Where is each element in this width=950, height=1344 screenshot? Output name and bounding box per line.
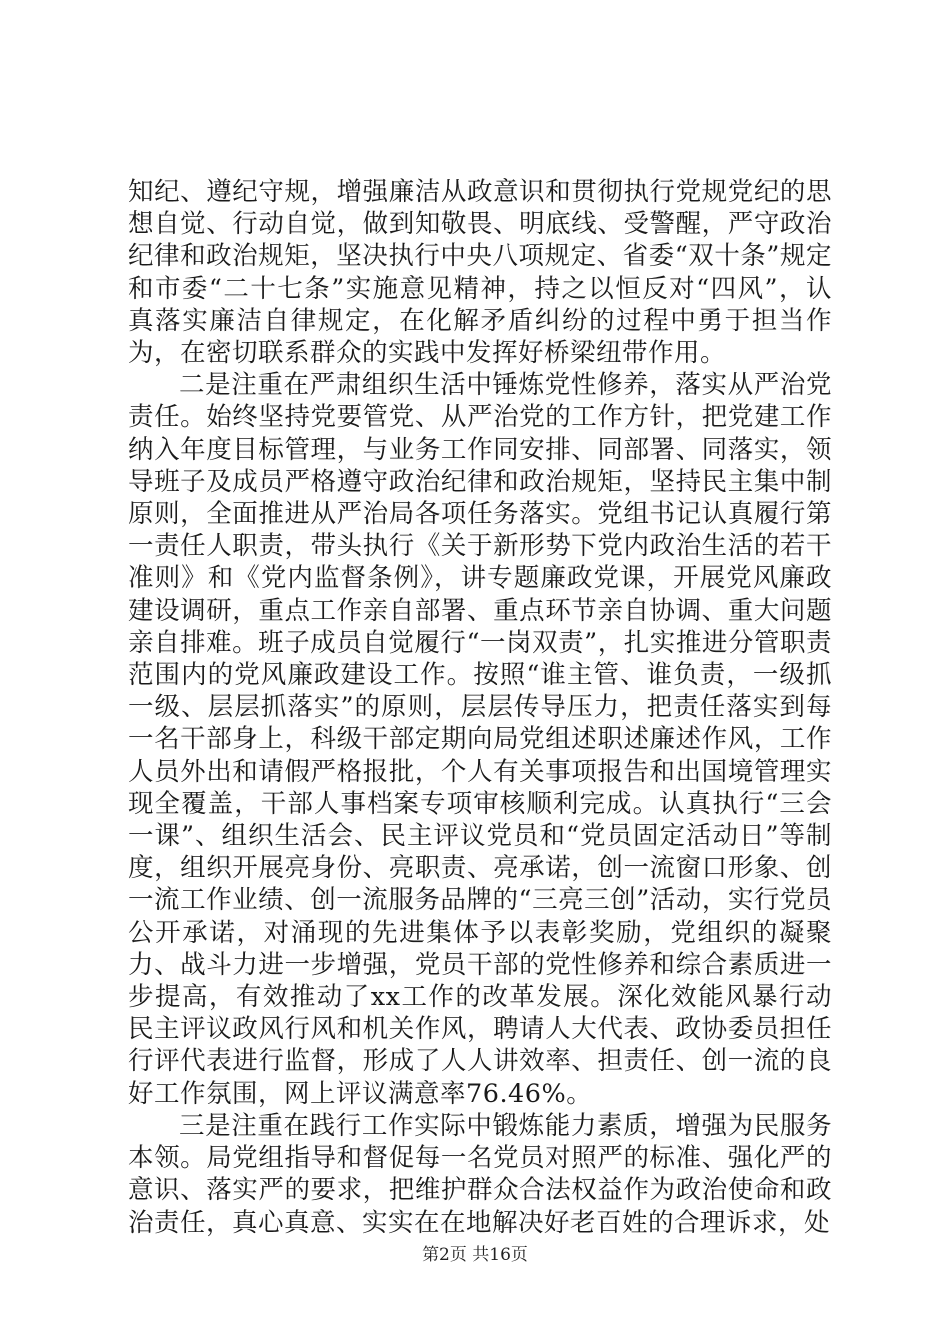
document-body [128,176,832,1239]
paragraph-3: 三是注重在践行工作实际中锻炼能力素质，增强为民服务本领。局党组指导和督促每一名党员对照严的标准、强化严的意识、落实严的要求，把维护群众合法权益作为政治使命和政治责任，真心真意、实实在在地解决好老百姓的合理诉求，处 [128,1110,832,1238]
paragraph-2: 二是注重在严肃组织生活中锤炼党性修养，落实从严治党责任。始终坚持党要管党、从严治党的工作方针，把党建工作纳入年度目标管理，与业务工作同安排、同部署、同落实，领导班子及成员严格遵守政治纪律和政治规矩，坚持民主集中制原则，全面推进从严治局各项任务落实。党组书记认真履行第一责任人职责，带头执行《关于新形势下党内政治生活的若干准则》和《党内监督条例》，讲专题廉政党课，开展党风廉政建设调研，重点工作亲自部署、重点环节亲自协调、重大问题亲自排难。班子成员自觉履行“一岗双责”，扎实推进分管职责范围内的党风廉政建设工作。按照“谁主管、谁负责，一级抓一级、层层抓落实”的原则，层层传导压力，把责任落实到每一名干部身上，科级干部定期向局党组述职述廉述作风，工作人员外出和请假严格报批，个人有关事项报告和出国境管理实现全覆盖，干部人事档案专项审核顺利完成。认真执行“三会一课”、组织生活会、民主评议党员和“党员固定活动日”等制度，组织开展亮身份、亮职责、亮承诺，创一流窗口形象、创一流工作业绩、创一流服务品牌的“三亮三创”活动，实行党员公开承诺，对涌现的先进集体予以表彰奖励，党组织的凝聚力、战斗力进一步增强，党员干部的党性修养和综合素质进一步提高，有效推动了xx工作的改革发展。深化效能风暴行动民主评议政风行风和机关作风，聘请人大代表、政协委员担任行评代表进行监督，形成了人人讲效率、担责任、创一流的良好工作氛围，网上评议满意率76.46%。 [128,370,832,1109]
page-footer: 第2页 共16页 [422,1245,528,1265]
paragraph-1: 知纪、遵纪守规，增强廉洁从政意识和贯彻执行党规党纪的思想自觉、行动自觉，做到知敬畏、明底线、受警醒，严守政治纪律和政治规矩，坚决执行中央八项规定、省委“双十条”规定和市委“二十七条”实施意见精神，持之以恒反对“四风”，认真落实廉洁自律规定，在化解矛盾纠纷的过程中勇于担当作为，在密切联系群众的实践中发挥好桥梁纽带作用。 [128,177,832,369]
